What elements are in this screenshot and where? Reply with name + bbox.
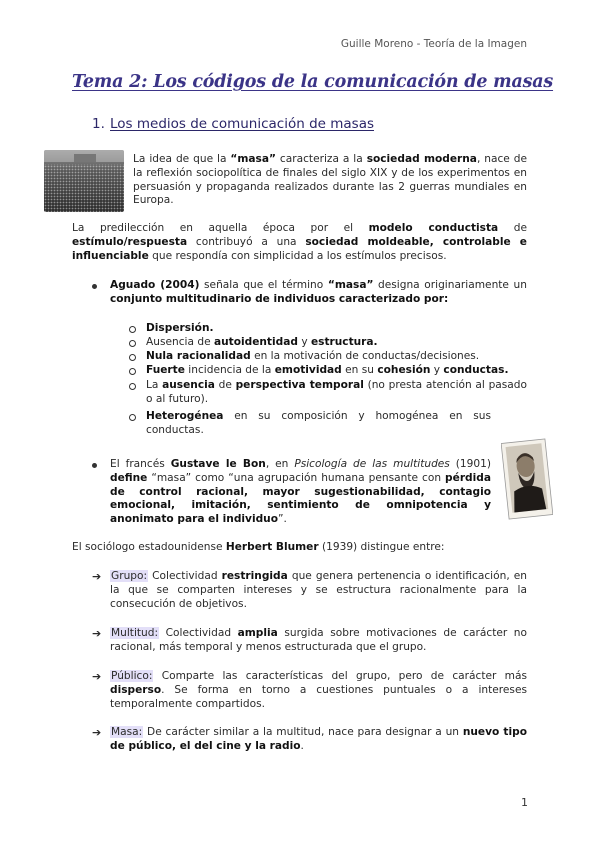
crowd-photo — [44, 150, 124, 212]
circle-bullet — [129, 340, 136, 347]
arrow-icon: ➔ — [92, 670, 102, 683]
trait-item: Fuerte incidencia de la emotividad en su cohesión y conductas. — [146, 364, 527, 378]
page-number: 1 — [521, 796, 528, 809]
gustave-le-bon-portrait — [501, 438, 553, 520]
aguado-bullet: Aguado (2004) señala que el término “masa” designa originariamente un conjunto multitudinario de individuos caracterizado por: — [110, 279, 527, 307]
lebon-bullet: El francés Gustave le Bon, en Psicología de las multitudes (1901) define “masa” como “una agrupación humana pensante con pérdida de control racional, mayor sugestionabilidad, contagio emocional, imitación, sentimiento de omnipotencia y anonimato para el individuo”. — [110, 458, 491, 527]
type-item-masa: ➔ Masa: De carácter similar a la multitud, nace para designar a un nuevo tipo de público, el del cine y la radio. — [92, 726, 527, 752]
type-item-publico: ➔ Público: Comparte las características del grupo, pero de carácter más disperso. Se forma en torno a cuestiones puntuales o a intereses temporalmente compartidos. — [92, 670, 527, 710]
arrow-icon: ➔ — [92, 726, 102, 739]
section-number: 1. — [92, 116, 105, 132]
trait-item: Ausencia de autoidentidad y estructura. — [146, 336, 527, 350]
page-title: Tema 2: Los códigos de la comunicación de masas — [72, 72, 554, 92]
bullet-dot — [92, 463, 97, 468]
circle-bullet — [129, 354, 136, 361]
bullet-dot — [92, 284, 97, 289]
trait-item: La ausencia de perspectiva temporal (no presta atención al pasado o al futuro). — [146, 379, 527, 407]
type-item-multitud: ➔ Multitud: Colectividad amplia surgida sobre motivaciones de carácter no racional, más temporal y menos estructurada que el grupo. — [92, 627, 527, 653]
type-item-grupo: ➔ Grupo: Colectividad restringida que genera pertenencia o identificación, en la que se comparten intereses y se estructura racionalmente para la consecución de objetivos. — [92, 570, 527, 610]
section-heading — [92, 116, 374, 132]
behaviorist-paragraph: La predilección en aquella época por el modelo conductista de estímulo/respuesta contribuyó a una sociedad moldeable, controlable e influenciable que respondía con simplicidad a los estímulos precisos. — [72, 222, 527, 262]
blumer-paragraph: El sociólogo estadounidense Herbert Blumer (1939) distingue entre: — [72, 541, 445, 553]
intro-paragraph: La idea de que la “masa” caracteriza a la sociedad moderna, nace de la reflexión sociopolítica de finales del siglo XIX y de los experimentos en persuasión y propaganda realizados durante las 2 guerras mundiales en Europa. — [133, 153, 527, 207]
trait-item: Heterogénea en su composición y homogénea en sus conductas. — [146, 410, 491, 438]
trait-item: Dispersión. — [146, 322, 527, 336]
page-header: Guille Moreno - Teoría de la Imagen — [340, 38, 527, 50]
circle-bullet — [129, 414, 136, 421]
arrow-icon: ➔ — [92, 570, 102, 583]
circle-bullet — [129, 368, 136, 375]
arrow-icon: ➔ — [92, 627, 102, 640]
trait-item: Nula racionalidad en la motivación de conductas/decisiones. — [146, 350, 527, 364]
circle-bullet — [129, 383, 136, 390]
section-title: Los medios de comunicación de masas — [110, 116, 374, 132]
circle-bullet — [129, 326, 136, 333]
